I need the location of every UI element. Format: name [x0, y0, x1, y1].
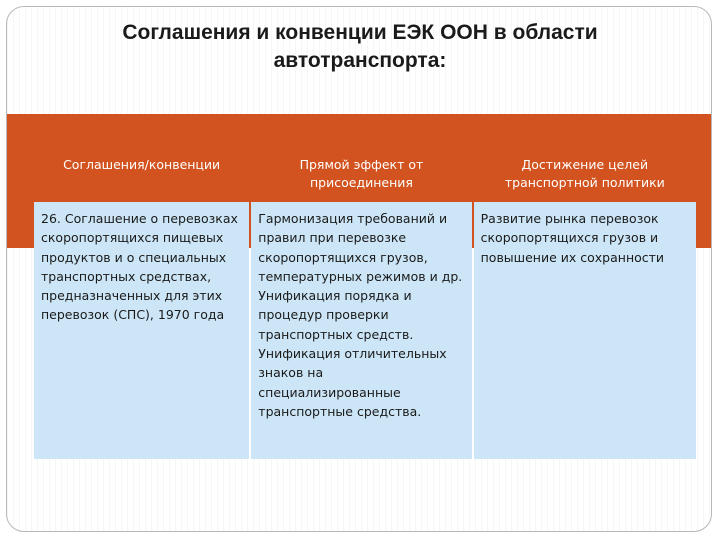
header-direct-effect: Прямой эффект от присоединения	[251, 151, 471, 200]
cell-effect	[251, 202, 471, 459]
effect-item: Унификация отличительных знаков на специализированные транспортные средства.	[258, 346, 447, 419]
effect-item: Гармонизация требований и правил при перевозке скоропортящихся грузов, температурных режимов и др.	[258, 211, 463, 284]
slide-title	[7, 19, 712, 75]
effect-item: Унификация порядка и процедур проверки транспортных средств.	[258, 288, 414, 342]
slide-title-line-1: Соглашения и конвенции ЕЭК ООН в области	[122, 21, 598, 44]
table-row	[34, 202, 696, 459]
header-agreements: Соглашения/конвенции	[34, 151, 249, 200]
header-policy-goals: Достижение целей транспортной политики	[474, 151, 696, 200]
slide-title-line-2: автотранспорта:	[273, 49, 447, 72]
cell-agreement: 26. Соглашение о перевозках скоропортящихся пищевых продуктов и о специальных транспортных средствах, предназначенных для этих перевозок (СПС), 1970 года	[34, 202, 249, 459]
conventions-table	[32, 149, 698, 461]
slide	[6, 6, 712, 532]
cell-goals: Развитие рынка перевозок скоропортящихся грузов и повышение их сохранности	[474, 202, 696, 459]
table-header-row	[34, 151, 696, 200]
